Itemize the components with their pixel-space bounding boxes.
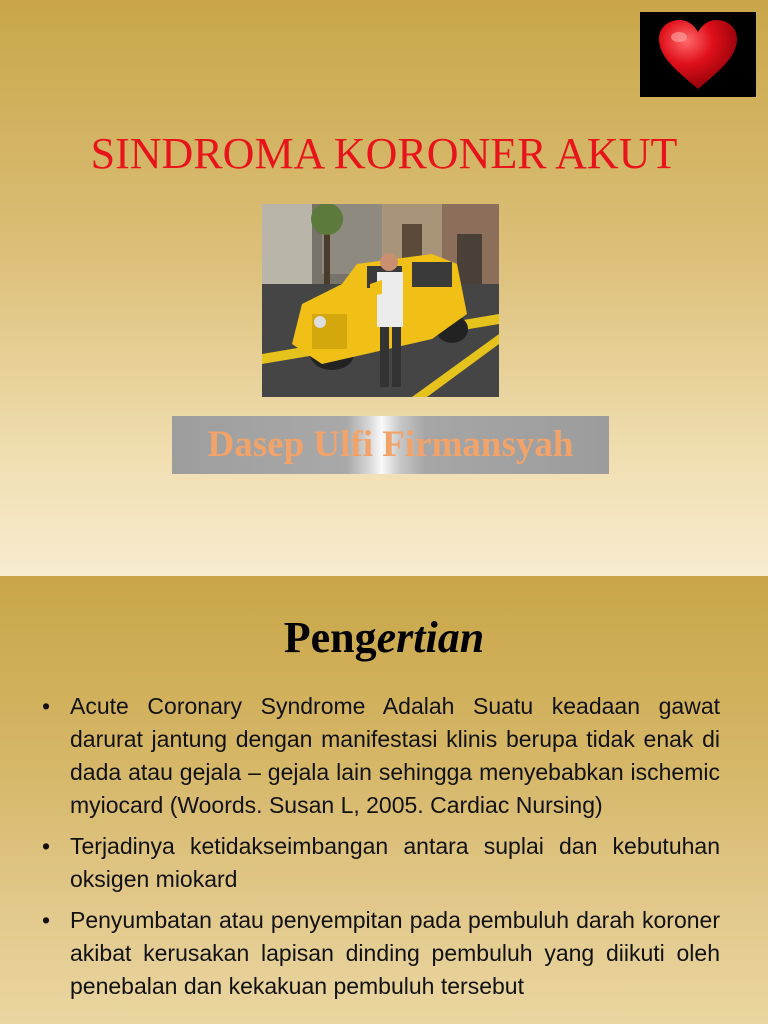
- bullet-text: Acute Coronary Syndrome Adalah Suatu keadaan gawat darurat jantung dengan manifestasi klinis berupa tidak enak di dada atau gejala – gejala lain sehingga menyebabkan ischemic myiocard (Woords. Susan L, 2005. Cardiac Nursing): [70, 693, 720, 818]
- bullet-text: Penyumbatan atau penyempitan pada pembuluh darah koroner akibat kerusakan lapisan dinding pembuluh yang diikuti oleh penebalan dan kekakuan pembuluh tersebut: [70, 907, 720, 999]
- title-photo: [262, 204, 499, 397]
- bullet-text: Terjadinya ketidakseimbangan antara suplai dan kebutuhan oksigen miokard: [70, 833, 720, 892]
- list-item: [42, 904, 720, 1003]
- heart-icon: [657, 19, 739, 91]
- title-regular: Peng: [283, 613, 377, 662]
- bullet-icon: •: [42, 907, 51, 933]
- bullet-icon: •: [42, 833, 51, 859]
- bullet-icon: •: [42, 693, 51, 719]
- heart-box: [640, 12, 756, 97]
- slide-title: SINDROMA KORONER AKUT: [90, 129, 678, 178]
- title-italic: ertian: [376, 613, 485, 662]
- definition-title: [0, 612, 768, 663]
- author-name: Dasep Ulfi Firmansyah: [172, 416, 609, 474]
- bullet-list: [42, 690, 720, 1011]
- list-item: [42, 830, 720, 896]
- definition-slide: [0, 576, 768, 1024]
- photo-icon: [262, 204, 499, 397]
- list-item: [42, 690, 720, 822]
